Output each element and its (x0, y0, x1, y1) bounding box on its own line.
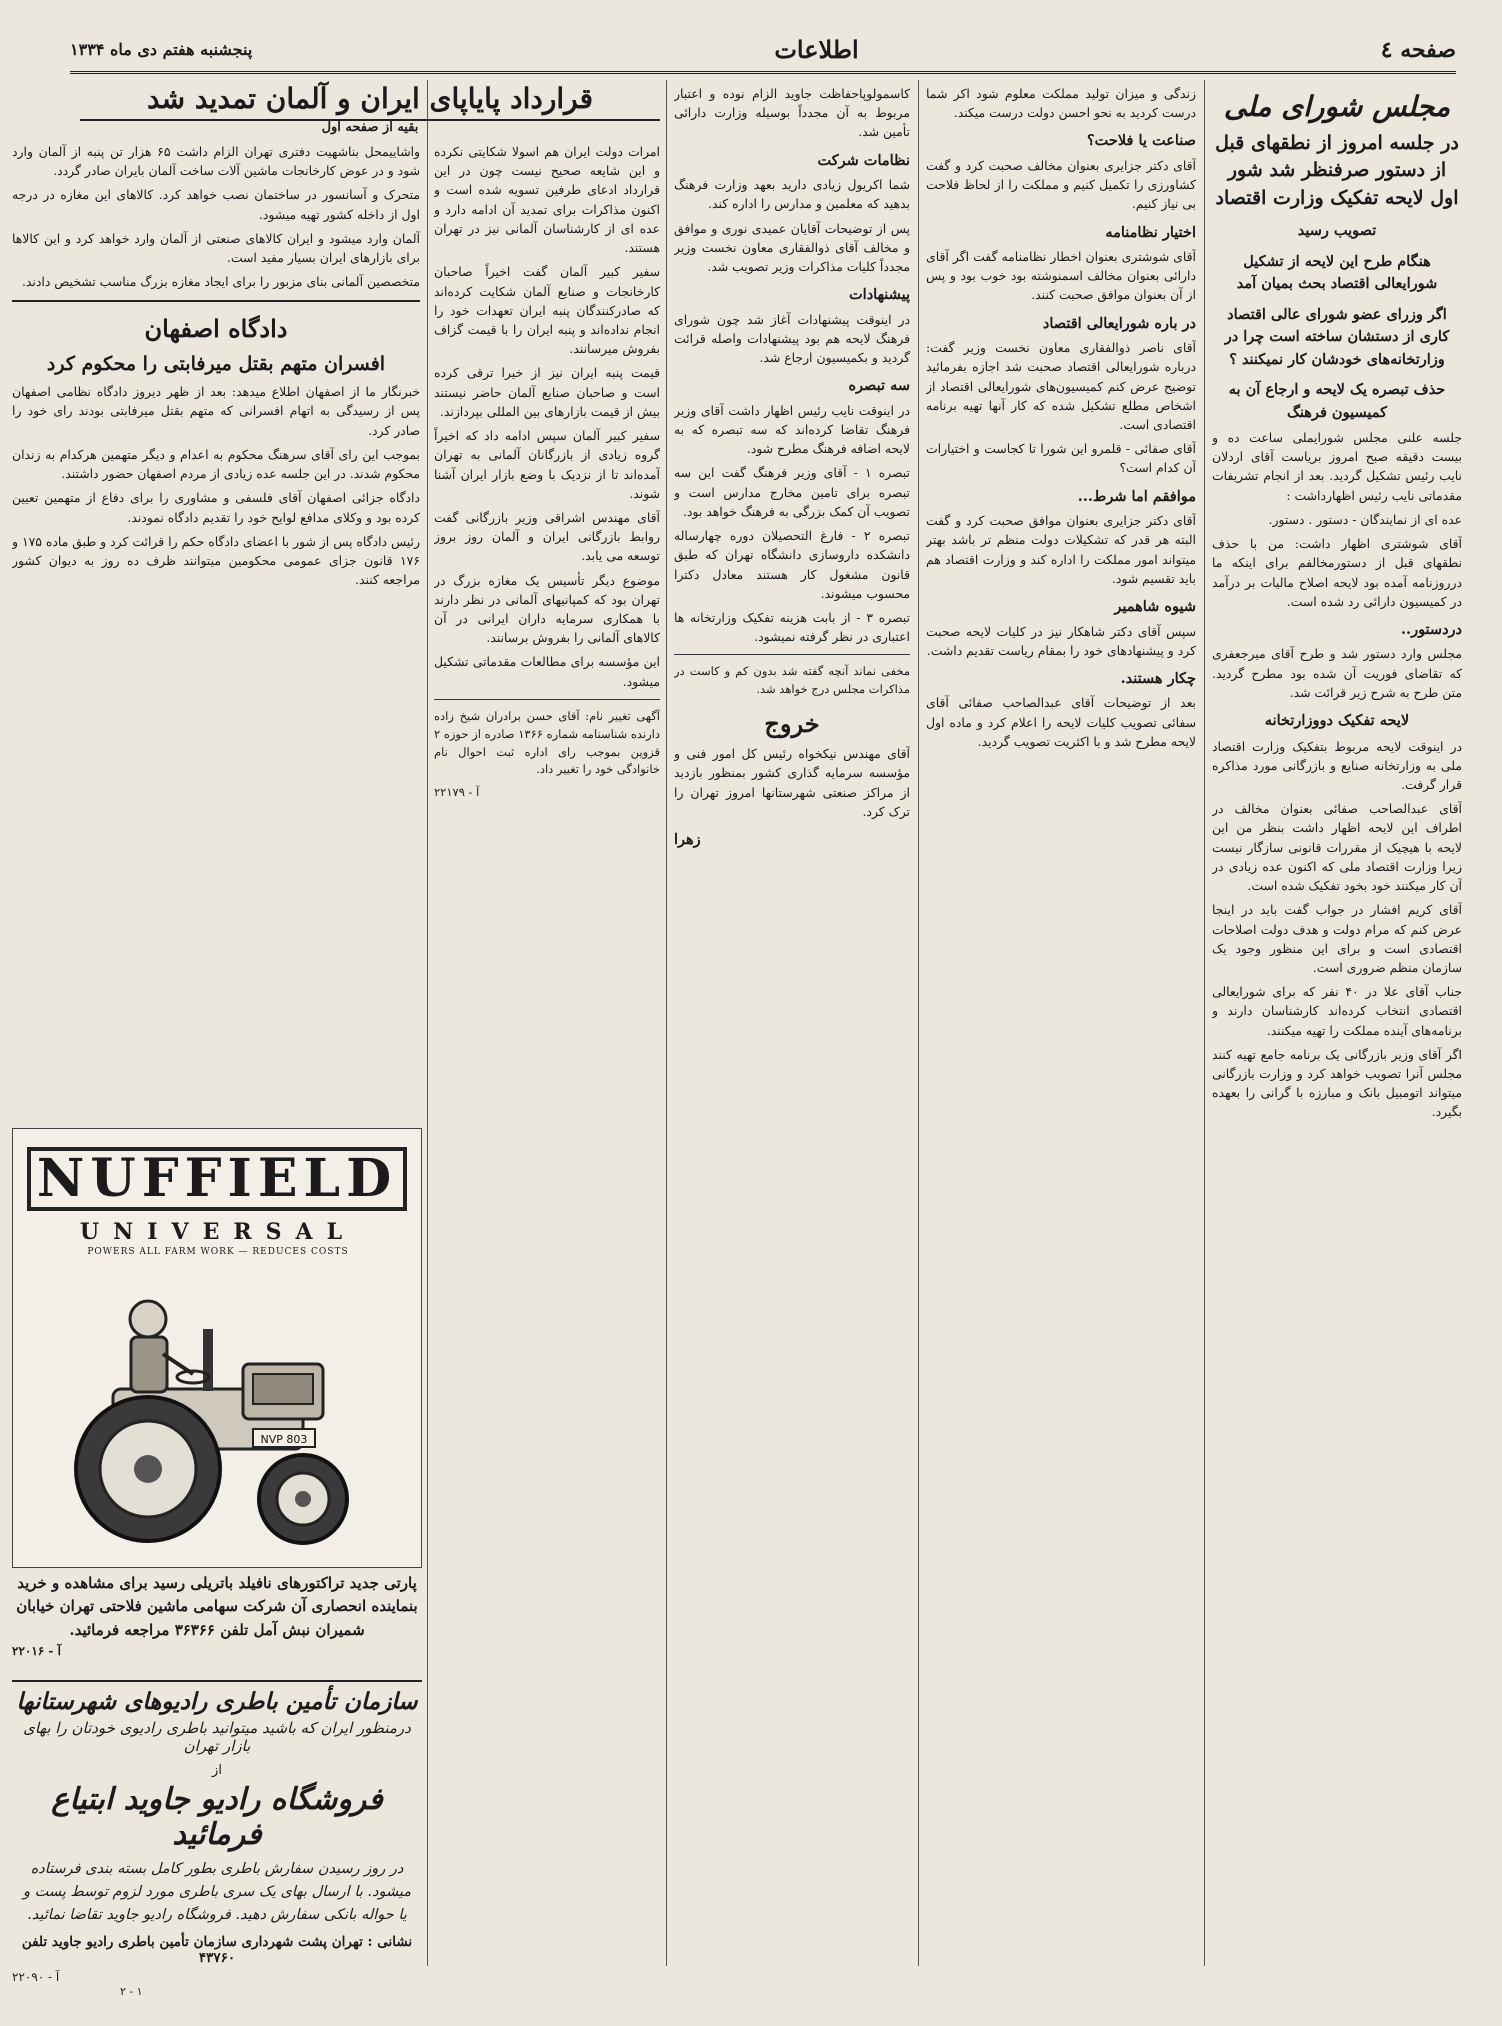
radio-ad-line: از (212, 1763, 222, 1778)
nuffield-logo: NUFFIELD (27, 1147, 407, 1211)
paragraph: جلسه علنی مجلس شورایملی ساعت ده و بیست دقیقه صبح امروز بریاست آقای اردلان نایب رئیس تشکیل گردید. بعد از انجام تشریفات مقدماتی نایب رئیس اظهارداشت : (1212, 429, 1462, 503)
paragraph: آلمان وارد میشود و ایران کالاهای صنعتی از آلمان وارد خواهد کرد و این کالاها برای بازارهای ایران بسیار مفید است. (12, 230, 420, 266)
paragraph: رئیس دادگاه پس از شور با اعضای دادگاه حکم را قرائت کرد و طبق ماده ۱۷۵ و ۱۷۶ قانون جزای عمومی محکومین میتوانند ظرف ده روز به دیوان کشور مراجعه کنند. (12, 533, 420, 588)
radio-ad-address: نشانی : تهران پشت شهرداری سازمان تأمین باطری رادیو جاوید تلفن ۴۳۷۶۰ (21, 1933, 413, 1966)
subhead: سه تبصره (848, 377, 910, 395)
section-title: مجلس شورای ملی (1223, 90, 1451, 123)
subhead: لایحه تفکیک دووزارتخانه (1264, 712, 1410, 730)
signature: زهرا (674, 831, 701, 849)
column-rule (427, 80, 428, 1966)
subhead: چکار هستند. (1120, 669, 1196, 687)
tractor-illustration (53, 1269, 383, 1559)
subhead: تصویب رسید (1297, 222, 1377, 240)
paragraph: جناب آقای علا در ۴۰ نفر که برای شورایعالی اقتصادی انتخاب کرده‌اند کارشناسان دارند و برنامه‌های آینده مملکت را تهیه میکنند. (1212, 984, 1462, 1038)
radio-ad-title: سازمان تأمین باطری رادیوهای شهرستانها (16, 1688, 418, 1715)
nuffield-tagline: POWERS ALL FARM WORK — REDUCES COSTS (87, 1247, 349, 1257)
headline: در جلسه امروز از نطقهای قبل از دستور صرفنظر شد شور اول لایحه تفکیک وزارت اقتصاد (1215, 131, 1459, 209)
paragraph: سپس آقای دکتر شاهکار نیز در کلیات لایحه صحبت کرد و پیشنهادهای خود را بمقام ریاست تقدیم داشت. (926, 623, 1196, 658)
column-trade (434, 142, 660, 1962)
paragraph: آقای مهندس اشراقی وزیر بازرگانی گفت روابط بازرگانی ایران و آلمان روز بروز توسعه می یابد. (434, 509, 660, 564)
nuffield-ad-code: آ - ۲۲۰۱۶ (12, 1643, 61, 1658)
radio-ad-line: درمنظور ایران که باشید میتوانید باطری رادیوی خودتان را بهای بازار تهران (23, 1719, 411, 1755)
subhead: پیشنهادات (849, 286, 910, 304)
continued-note: بقیه از صفحه اول (321, 120, 419, 135)
radio-ad-body: در روز رسیدن سفارش باطری بطور کامل بسته بندی فرستاده میشود. با ارسال بهای یک سری باطری مورد لزوم توسط پست و یا حواله بانکی سفارش دهید. فروشگاه رادیو جاوید تقاضا نمائید. (22, 1861, 412, 1924)
paragraph: واشاییمحل بناشهیت دفتری تهران الزام داشت ۶۵ هزار تن پنبه از آلمان وارد شود و در عوض کارخانجات ماشین آلات ساخت آلمان بایران صادر گردد. (12, 144, 420, 179)
column-parliament (1212, 84, 1462, 1964)
subhead: اختیار نظامنامه (1105, 223, 1196, 241)
subhead: موافقم اما شرط... (1077, 487, 1196, 505)
nuffield-ad-text (12, 1572, 422, 1676)
paragraph: در اینوقت لایحه مربوط بتفکیک وزارت اقتصاد ملی به وزارتخانه صنایع و بازرگانی مورد مذاکره قرار گرفت. (1212, 738, 1462, 792)
paragraph: سفیر کبیر آلمان گفت اخیراً صاحبان کارخانجات و صنایع آلمان شکایت کرده‌اند که صادرکنندگان پنبه ایران تعهدات خود را انجام نداده‌اند و پنبه ایران را با قیمت گزاف بفروش میرسانند. (434, 264, 660, 357)
subhead: حذف تبصره یک لایحه و ارجاع آن به کمیسیون فرهنگ (1228, 381, 1446, 421)
name-change-notice: آگهی تغییر نام: آقای حسن برادران شیخ زاده دارنده شناسنامه شماره ۱۳۶۶ صادره از حوزه ۲ قزوین بموجب رای اداره ثبت احوال نام خانوادگی خود را تغییر داد. (434, 708, 660, 777)
paragraph: متحرک و آسانسور در ساختمان نصب خواهد کرد. کالاهای این مغازه در درجه اول از داخله کشور تهیه میشود. (12, 187, 420, 222)
paragraph: قیمت پنبه ایران نیز از خیرا ترقی کرده است و صاحبان صنایع آلمان حاضر نیستند بیش از قیمت بازارهای بین المللی بپردازند. (434, 365, 660, 419)
subhead-exit: خروج (764, 709, 820, 739)
paragraph: خبرنگار ما از اصفهان اطلاع میدهد: بعد از ظهر دیروز دادگاه نظامی اصفهان پس از رسیدگی به اتهام افسرانی که متهم بقتل میرفابتی بودند رای خود را صادر کرد. (12, 384, 420, 438)
column-rule (666, 80, 667, 1966)
paragraph: زندگی و میزان تولید مملکت معلوم شود اکر شما درست کردید به نحو احسن دولت درست میکند. (926, 86, 1196, 121)
footer-code: ۲ - ۱ (120, 1985, 143, 1998)
nuffield-ad (12, 1128, 422, 1568)
paragraph: سفیر کبیر آلمان سپس ادامه داد که اخیراً گروه زیادی از بازرگانان آلمانی به تهران آمده‌اند تا از نزدیک با وضع بازار ایران آشنا شوند. (434, 428, 660, 501)
column-debate (926, 84, 1196, 1964)
paragraph: موضوع دیگر تأسیس یک مغازه بزرگ در تهران بود که کمپانیهای آلمانی در نظر دارند با همکاری سرمایه داران ایرانی در آن کالاهای آلمانی را بفروش برسانند. (434, 572, 660, 646)
subhead: هنگام طرح این لایحه از تشکیل شورایعالی اقتصاد بحث بمیان آمد (1236, 252, 1438, 293)
radio-battery-ad (12, 1680, 422, 1984)
quote: اگر وزرای عضو شورای عالی اقتصاد کاری از دستشان ساخته است چرا در وزارتخانه‌های خودشان کار نمیکنند ؟ (1224, 305, 1450, 368)
paragraph: تبصره ۲ - فارغ التحصیلان دوره چهارساله دانشکده داروسازی دانشگاه تهران که طبق قانون مشغول کار هستند معادل دکترا محسوب میشوند. (674, 528, 910, 601)
column-rule (1204, 80, 1205, 1966)
nuffield-subbrand: UNIVERSAL (79, 1219, 357, 1245)
paragraph: آقای ناصر ذوالفقاری معاون نخست وزیر گفت: درباره شورایعالی اقتصاد صحبت شد اجازه بفرمائید توضیح عرض کنم کمیسیون‌های شورایعالی اقتصاد از اشخاص مطلع تشکیل شده که کار آنها تهیه برنامه اقتصادی است. (926, 340, 1196, 433)
paragraph: امرات دولت ایران هم اسولا شکایتی نکرده و این شایعه صحیح نیست چون در این قرارداد ادعای طرفین تسویه شده است و اکنون مذاکرات برای تمدید آن ادامه دارد و عده ای از کارشناسان آلمانی نیز در تهران هستند. (434, 144, 660, 256)
paragraph: شما اکریول زیادی دارید بعهد وزارت فرهنگ بدهید که معلمین و مدارس را اداره کند. (674, 177, 910, 212)
subhead: نظامات شرکت (817, 151, 910, 169)
nuffield-ad-body: پارتی جدید تراکتورهای نافیلد باتریلی رسید برای مشاهده و خرید بنماینده انحصاری آن شرکت سهامی ماشین فلاحتی تهران خیابان شمیران نبش آمل تلفن ۳۶۳۶۶ مراجعه فرمائید. (16, 1574, 418, 1639)
paragraph: آقای دکتر جزایری بعنوان موافق صحبت کرد و گفت البته هر قدر که تشکیلات دولت منظم تر باشد بهتر میتواند امور مملکت را اداره کند و وزارت اقتصاد هم باید تقسیم شود. (926, 513, 1196, 586)
headline-iran-germany: قرارداد پایاپای ایران و آلمان تمدید شد (80, 82, 660, 121)
issue-date: پنجشنبه هفتم دی ماه ۱۳۳۴ (70, 40, 253, 59)
paragraph: در اینوقت نایب رئیس اظهار داشت آقای وزیر فرهنگ تقاضا کرده‌اند که سه تبصره که به لایحه اضافه فرهنگ مطرح شود. (674, 402, 910, 457)
notice-code: آ - ۲۲۱۷۹ (434, 785, 480, 800)
paragraph: تبصره ۳ - از بابت هزینه تفکیک وزارتخانه ها اعتباری در نظر گرفته نمیشود. (674, 610, 910, 645)
paragraph: اگر آقای وزیر بازرگانی یک برنامه جامع تهیه کنند مجلس آنرا تصویب خواهد کرد و وزارت بازرگانی میتواند اتومبیل بانک و مبارزه با گرانی را بعهده بگیرد. (1212, 1046, 1462, 1120)
masthead (70, 28, 1456, 74)
subhead: دردستور.. (1400, 620, 1462, 638)
paragraph: دادگاه جزائی اصفهان آقای فلسفی و مشاوری را برای دفاع از متهمین تعیین کرده بود و وکلای مدافع لوایح خود را تقدیم دادگاه نمودند. (12, 490, 420, 525)
paragraph: بعد از توضیحات آقای عبدالصاحب صفائی آقای سفائی تصویب کلیات لایحه را اعلام کرد و ماده اول لایحه مطرح شد و با اکثریت تصویب گردید. (926, 695, 1196, 749)
paragraph: کاسمولوپاحفاظت جاوید الزام نوده و اعتبار مربوط به آن مجدداً بوسیله وزارت دارائی تأمین شد. (674, 86, 910, 140)
paragraph: مجلس وارد دستور شد و طرح آقای میرجعفری که تقاضای فوریت آن شده بود مطرح گردید. متن طرح به شرح زیر قرائت شد. (1212, 646, 1462, 700)
paragraph: آقای عبدالصاحب صفائی بعنوان مخالف در اطراف این لایحه اظهار داشت بنظر من این لایحه با هیچیک از مقررات قانونی سازگار نیست زیرا وزارت اقتصاد ملی که اکنون عده زیادی در آن کار میکنند خود بخود تفکیک شده است. (1212, 801, 1462, 894)
court-headline: دادگاه اصفهان (144, 313, 288, 343)
column-culture (674, 84, 910, 1964)
divider (12, 300, 420, 302)
paragraph: متخصصین آلمانی بنای مزبور را برای ایجاد مغازه بزرگ مناسب تشخیص دادند. (21, 274, 420, 290)
paragraph: این مؤسسه برای مطالعات مقدماتی تشکیل میشود. (434, 654, 660, 689)
paragraph: آقای صفائی - قلمرو این شورا تا کجاست و اختیارات آن کدام است؟ (926, 441, 1196, 476)
page-number: صفحه ٤ (1380, 36, 1456, 63)
column-rule (918, 80, 919, 1966)
paragraph: بموجب این رای آقای سرهنگ محکوم به اعدام و دیگر متهمین هرکدام به زندان محکوم شدند. در این جلسه عده زیادی از مردم اصفهان حضور داشتند. (12, 446, 420, 482)
divider (674, 654, 910, 655)
paragraph: آقای شوشتری اظهار داشت: من با حذف نطقهای قبل از دستورمخالفم برای اینکه ما درروزنامه آمده بود لایحه اصلاح مالیات بر درآمد در کمیسیون دارائی رد شده است. (1212, 536, 1462, 609)
paragraph: پس از توضیحات آقایان عمیدی نوری و موافق و مخالف آقای ذوالفقاری معاون نخست وزیر مجدداً کلیات مذاکرات وزیر تصویب شد. (674, 220, 910, 274)
paragraph: آقای دکتر جزایری بعنوان مخالف صحبت کرد و گفت کشاورزی را تکمیل کنیم و مملکت را از لحاظ فلاحت بی نیاز کنیم. (926, 157, 1196, 212)
paragraph: آقای شوشتری بعنوان اخطار نظامنامه گفت اگر آقای دارائی بعنوان مخالف اسمنوشته بود خوب بود و پس از آن بعنوان موافق صحبت کنند. (926, 249, 1196, 303)
note: مخفی نماند آنچه گفته شد بدون کم و کاست در مذاکرات مجلس درج خواهد شد. (674, 664, 910, 697)
subhead: در باره شورایعالی اقتصاد (1042, 314, 1196, 332)
divider (434, 699, 660, 700)
court-subhead: افسران متهم بقتل میرفابتی را محکوم کرد (46, 352, 386, 375)
paper-name: اطلاعات (774, 35, 859, 64)
paragraph: آقای کریم افشار در جواب گفت باید در اینجا عرض کنم که مرام دولت و هدف دولت اصلاحات اقتصادی است و برای این منظور وجود یک سازمان منظم ضروری است. (1212, 902, 1462, 975)
subhead: صناعت یا فلاحت؟ (1086, 132, 1196, 150)
paragraph: تبصره ۱ - آقای وزیر فرهنگ گفت این سه تبصره برای تامین مخارج مدارس است و تصویب آن کمک بزرگی به فرهنگ خواهد بود. (674, 465, 910, 519)
paragraph: آقای مهندس نیکخواه رئیس کل امور فنی و مؤسسه سرمایه گذاری کشور بمنظور بازدید از مراکز صنعتی شهرستانها امروز تهران را ترک کرد. (674, 746, 910, 819)
subhead: شیوه شاهمیر (1114, 598, 1196, 616)
paragraph: در اینوقت پیشنهادات آغاز شد چون شورای فرهنگ لایحه هم بود پیشنهادات واصله قرائت گردید و بکمیسیون ارجاع شد. (674, 311, 910, 366)
column-germany-court (12, 142, 420, 1122)
paragraph: عده ای از نمایندگان - دستور . دستور. (1268, 511, 1462, 527)
radio-ad-store: فروشگاه رادیو جاوید ابتیاع فرمائید (51, 1782, 383, 1852)
radio-ad-code: آ - ۲۲۰۹۰ (12, 1969, 60, 1984)
tractor-plate: NVP 803 (260, 1433, 308, 1446)
